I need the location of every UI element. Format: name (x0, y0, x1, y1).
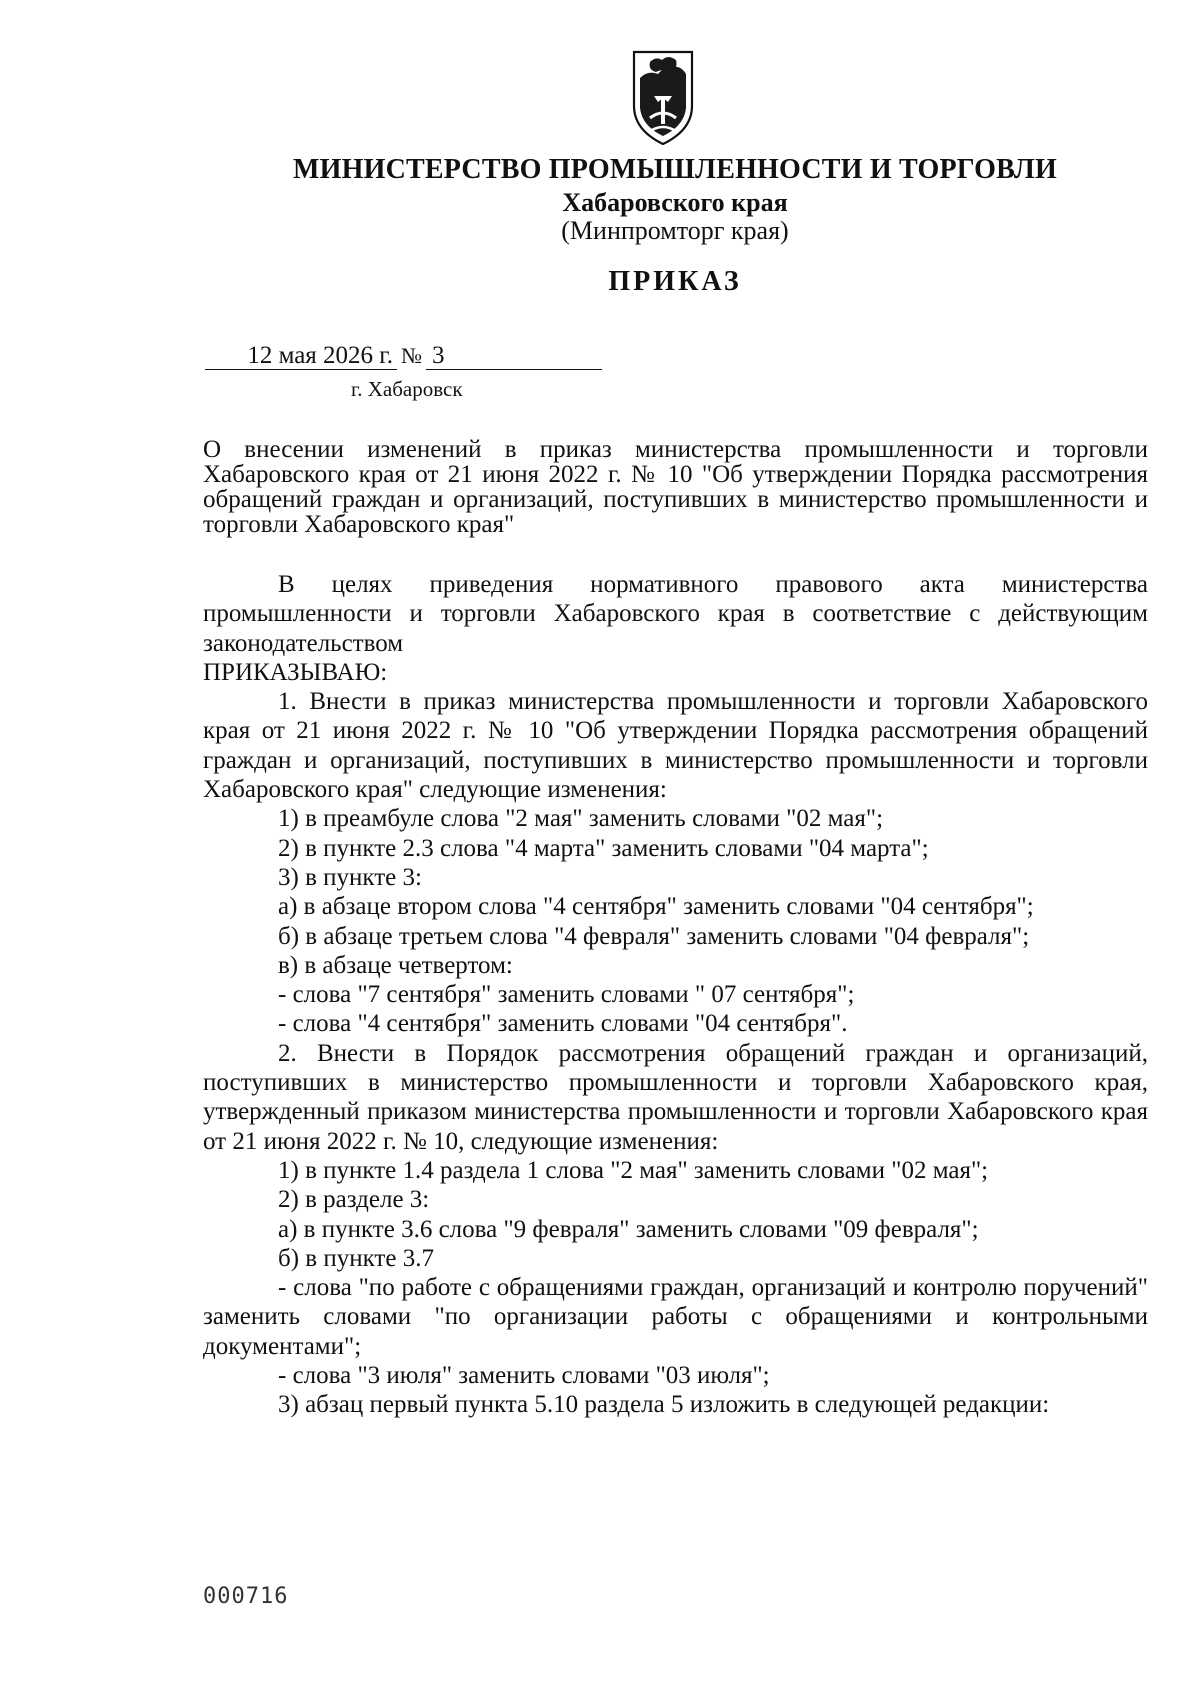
item-2-1: 1) в пункте 1.4 раздела 1 слова "2 мая" заменить словами "02 мая"; (278, 1156, 989, 1184)
item-2-2: 2) в разделе 3: (278, 1186, 430, 1214)
item-1-3-b: б) в абзаце третьем слова "4 февраля" заменить словами "04 февраля"; (278, 922, 1030, 950)
coat-of-arms-icon (628, 48, 698, 148)
item-1-3: 3) в пункте 3: (278, 863, 422, 891)
item-1-2: 2) в пункте 2.3 слова "4 марта" заменить словами "04 марта"; (278, 834, 929, 862)
order-word: ПРИКАЗЫВАЮ: (203, 658, 388, 686)
ministry-title: МИНИСТЕРСТВО ПРОМЫШЛЕННОСТИ И ТОРГОВЛИ (293, 154, 1057, 185)
item-2-2-a: а) в пункте 3.6 слова "9 февраля" заменить словами "09 февраля"; (278, 1215, 979, 1243)
item-2-2-b: б) в пункте 3.7 (278, 1244, 434, 1272)
order-number: 3 (426, 343, 602, 370)
item-2-2-b-1: - слова "по работе с обращениями граждан, организаций и контролю поручений" заменить словами "по организации работы с обращениями и контрольными документами"; (203, 1274, 1148, 1360)
item-1-3-c-2: - слова "4 сентября" заменить словами "04 сентября". (278, 1010, 848, 1038)
number-sign: № (401, 343, 422, 368)
paragraph-2: 2. Внести в Порядок рассмотрения обращений граждан и организаций, поступивших в министерство промышленности и торговли Хабаровского края, утвержденный приказом министерства промышленности и торговли Хабаровского края от 21 июня 2022 г. № 10, следующие изменения: (203, 1039, 1148, 1155)
city-name: г. Хабаровск (351, 377, 463, 401)
date-number-line (205, 342, 602, 370)
item-1-3-c: в) в абзаце четвертом: (278, 951, 513, 979)
item-1-1: 1) в преамбуле слова "2 мая" заменить словами "02 мая"; (278, 805, 884, 833)
region-title: Хабаровского края (562, 188, 788, 217)
document-type-title: ПРИКАЗ (608, 266, 742, 297)
order-subject: О внесении изменений в приказ министерства промышленности и торговли Хабаровского края от 21 июня 2022 г. № 10 "Об утверждении Порядка рассмотрения обращений граждан и организаций, поступивших в министерство промышленности и торговли Хабаровского края" (203, 436, 1148, 538)
item-2-2-b-2: - слова "3 июля" заменить словами "03 июля"; (278, 1362, 770, 1390)
preamble-paragraph: В целях приведения нормативного правового акта министерства промышленности и торговли Хабаровского края в соответствие с действующим законодательством (203, 571, 1148, 657)
order-body (203, 570, 1148, 1420)
item-2-3: 3) абзац первый пункта 5.10 раздела 5 изложить в следующей редакции: (278, 1391, 1050, 1419)
paragraph-1: 1. Внести в приказ министерства промышленности и торговли Хабаровского края от 21 июня 2022 г. № 10 "Об утверждении Порядка рассмотрения обращений граждан и организаций, поступивших в министерство промышленности и торговли Хабаровского края" следующие изменения: (203, 688, 1148, 804)
ministry-short-name: (Минпромторг края) (561, 216, 789, 245)
form-serial-number: 000716 (203, 1584, 289, 1609)
item-1-3-c-1: - слова "7 сентября" заменить словами " 07 сентября"; (278, 981, 855, 1009)
item-1-3-a: а) в абзаце втором слова "4 сентября" заменить словами "04 сентября"; (278, 893, 1034, 921)
order-date: 12 мая 2026 г. (205, 343, 397, 370)
